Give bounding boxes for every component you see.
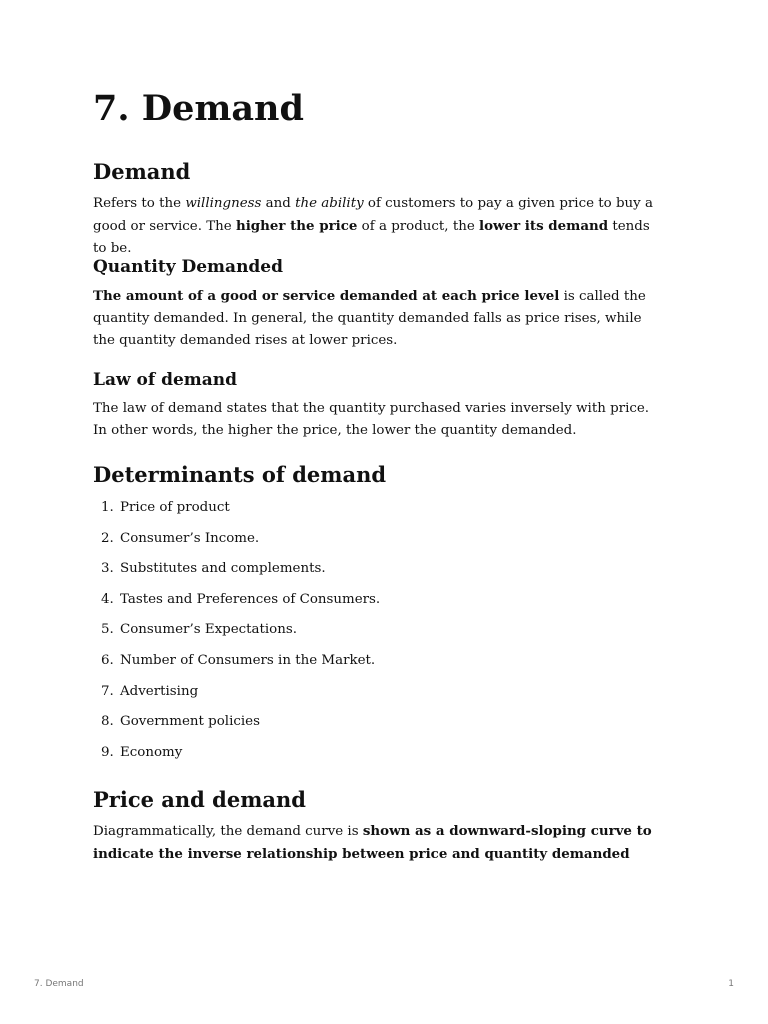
list-item: 9. Economy <box>101 744 183 760</box>
paragraph-law-of-demand: The law of demand states that the quantity purchased varies inversely with price. In other words, the higher the price, the lower the quantity demanded. <box>93 401 650 438</box>
heading-price-and-demand: Price and demand <box>93 787 306 812</box>
footer-page-number: 1 <box>728 979 734 989</box>
heading-law-of-demand: Law of demand <box>93 370 238 390</box>
determinants-list <box>93 497 380 772</box>
list-item: 1. Price of product <box>101 500 230 515</box>
paragraph-demand-definition: Refers to the willingness and the ability of customers to pay a given price to buy a good or service. The higher the price of a product, the lower its demand tends to be. <box>93 196 653 256</box>
page-title: 7. Demand <box>93 88 304 129</box>
list-item: 4. Tastes and Preferences of Consumers. <box>101 591 381 607</box>
heading-determinants: Determinants of demand <box>93 462 387 487</box>
list-item: 2. Consumer’s Income. <box>101 530 260 546</box>
footer-title: 7. Demand <box>34 979 84 989</box>
list-item: 8. Government policies <box>101 714 260 730</box>
heading-demand: Demand <box>93 159 191 184</box>
paragraph-quantity-demanded: The amount of a good or service demanded at each price level is called the quantity demanded. In general, the quantity demanded falls as price rises, while the quantity demanded rises at lower prices. <box>93 288 646 348</box>
heading-quantity-demanded: Quantity Demanded <box>93 257 284 277</box>
list-item: 6. Number of Consumers in the Market. <box>101 652 376 668</box>
list-item: 7. Advertising <box>101 683 199 699</box>
list-item: 3. Substitutes and complements. <box>101 561 326 577</box>
paragraph-price-and-demand: Diagrammatically, the demand curve is shown as a downward-sloping curve to indicate the inverse relationship between price and quantity demanded <box>93 823 652 862</box>
list-item: 5. Consumer’s Expectations. <box>101 622 298 638</box>
